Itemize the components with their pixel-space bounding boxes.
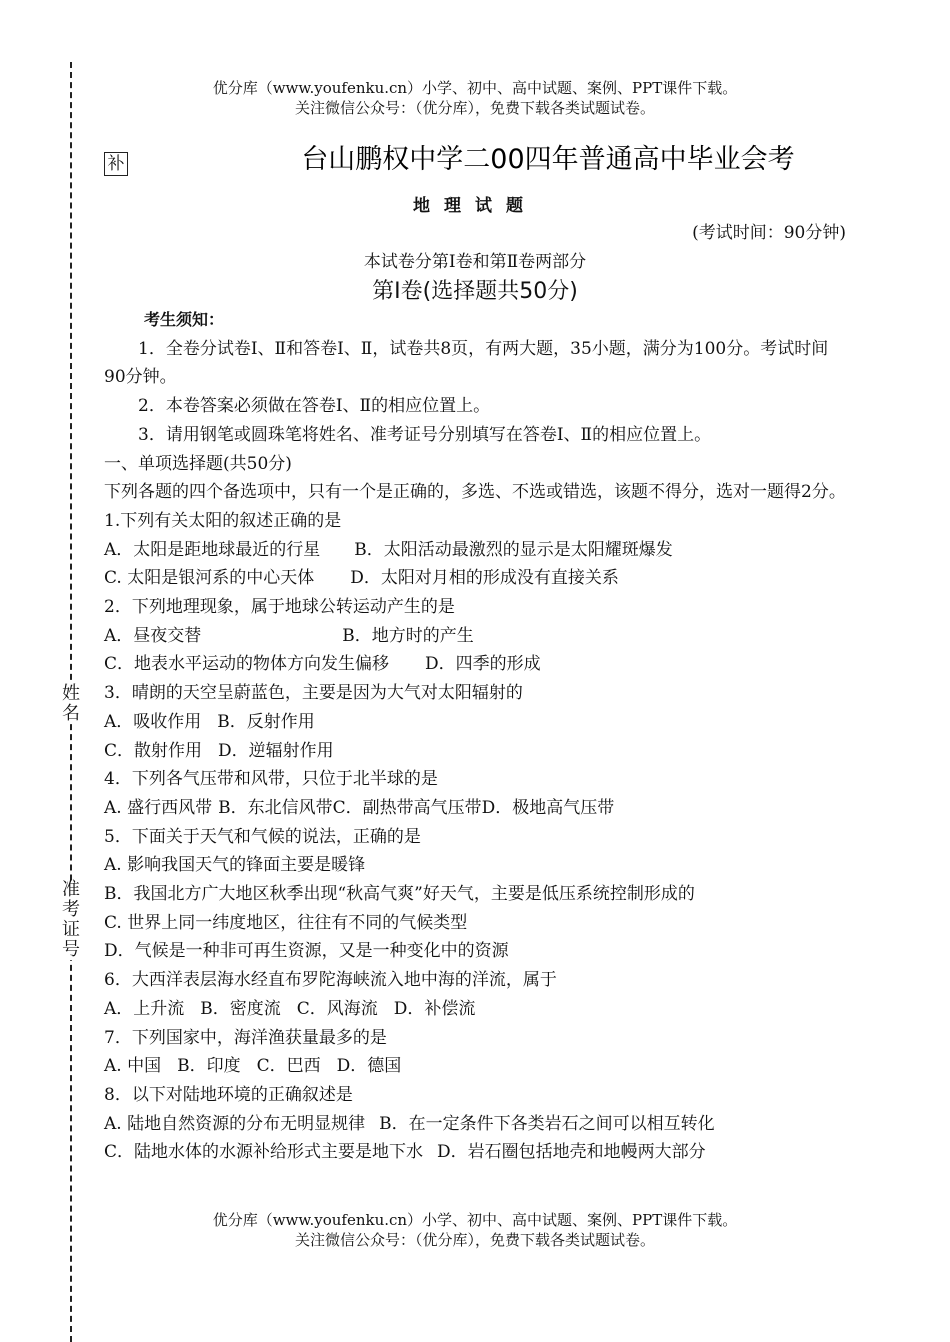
side-label-exam-id-text: 准 考 证 号	[62, 879, 80, 960]
notice-item: 1．全卷分试卷Ⅰ、Ⅱ和答卷Ⅰ、Ⅱ，试卷共8页，有两大题，35小题，满分为100分。考试时间90分钟。	[104, 338, 829, 388]
option: D．岩石圈包括地壳和地幔两大部分	[437, 1142, 706, 1163]
option: C．副热带高气压带	[332, 797, 482, 818]
side-label-name	[60, 684, 82, 724]
option: B．我国北方广大地区秋季出现“秋高气爽”好天气，主要是低压系统控制形成的	[104, 884, 695, 905]
option: D．四季的形成	[425, 654, 541, 675]
option: A．上升流	[104, 998, 185, 1019]
option: A. 影响我国天气的锋面主要是暖锋	[104, 855, 366, 876]
option-line	[104, 851, 846, 880]
option: B．在一定条件下各类岩石之间可以相互转化	[379, 1113, 715, 1134]
exam-content	[104, 306, 846, 1167]
option-line	[104, 536, 846, 565]
option-line	[104, 737, 846, 766]
option: B．密度流	[200, 998, 281, 1019]
option-line	[104, 1110, 846, 1139]
footer-banner-line2: 关注微信公众号：（优分库），免费下载各类试题试卷。	[294, 1231, 655, 1249]
option-line	[104, 909, 846, 938]
section-heading: 一、单项选择题(共50分)	[104, 453, 292, 474]
option-line	[104, 650, 846, 679]
option: B．东北信风带	[218, 797, 333, 818]
option-line	[104, 995, 846, 1024]
side-label-exam-id	[60, 880, 82, 960]
footer-banner	[0, 1210, 950, 1250]
option: A. 陆地自然资源的分布无明显规律	[104, 1113, 366, 1134]
header-banner-line2: 关注微信公众号：（优分库），免费下载各类试题试卷。	[294, 99, 655, 117]
option-line	[104, 1052, 846, 1081]
option: B．反射作用	[217, 711, 315, 732]
header-banner-line1: 优分库（www.youfenku.cn）小学、初中、高中试题、案例、PPT课件下载。	[212, 79, 738, 97]
option: D．太阳对月相的形成没有直接关系	[350, 568, 619, 589]
option: D．气候是一种非可再生资源，又是一种变化中的资源	[104, 941, 509, 962]
option: C. 太阳是银河系的中心天体	[104, 568, 315, 589]
exam-time: (考试时间：90分钟)	[692, 223, 846, 243]
notice-item: 2．本卷答案必须做在答卷Ⅰ、Ⅱ的相应位置上。	[138, 396, 491, 417]
question-stem: 2．下列地理现象，属于地球公转运动产生的是	[104, 597, 455, 618]
question-stem: 4．下列各气压带和风带，只位于北半球的是	[104, 769, 438, 790]
question-stem: 5．下面关于天气和气候的说法，正确的是	[104, 826, 421, 847]
option-line	[104, 708, 846, 737]
option-line	[104, 794, 846, 823]
option: C．巴西	[256, 1056, 321, 1077]
question-stem: 7．下列国家中，海洋渔获量最多的是	[104, 1027, 387, 1048]
option: C．散射作用	[104, 740, 203, 761]
header-banner	[0, 78, 950, 118]
section-instruction: 下列各题的四个备选项中，只有一个是正确的，多选、不选或错选，该题不得分，选对一题得2分。	[104, 482, 846, 503]
option: A．吸收作用	[104, 711, 202, 732]
question-stem: 1.下列有关太阳的叙述正确的是	[104, 510, 342, 531]
question-stem: 6．大西洋表层海水经直布罗陀海峡流入地中海的洋流，属于	[104, 970, 557, 991]
option: B．地方时的产生	[342, 625, 474, 646]
option: A．太阳是距地球最近的行星	[104, 539, 321, 560]
option: C．风海流	[296, 998, 378, 1019]
option-line	[104, 880, 846, 909]
option: A. 中国	[104, 1056, 162, 1077]
question-stem: 3．晴朗的天空呈蔚蓝色，主要是因为大气对太阳辐射的	[104, 683, 523, 704]
question-stem: 8．以下对陆地环境的正确叙述是	[104, 1084, 353, 1105]
option-line	[104, 937, 846, 966]
option: C．地表水平运动的物体方向发生偏移	[104, 654, 390, 675]
option: A. 盛行西风带	[104, 797, 213, 818]
option: A．昼夜交替	[104, 625, 202, 646]
paper-intro: 本试卷分第Ⅰ卷和第Ⅱ卷两部分	[363, 252, 587, 272]
bu-stamp-box: 补	[104, 152, 128, 176]
option: D．德国	[336, 1056, 402, 1077]
option-line	[104, 622, 846, 651]
footer-banner-line1: 优分库（www.youfenku.cn）小学、初中、高中试题、案例、PPT课件下载。	[212, 1211, 738, 1229]
option: D．极地高气压带	[481, 797, 615, 818]
option: D．逆辐射作用	[218, 740, 334, 761]
option: B．太阳活动最激烈的显示是太阳耀斑爆发	[354, 539, 673, 560]
page-title: 台山鹏权中学二00四年普通高中毕业会考	[301, 144, 795, 175]
notice-heading: 考生须知：	[144, 310, 225, 329]
option: D．补偿流	[393, 998, 476, 1019]
side-label-name-text: 姓 名	[62, 683, 80, 724]
option: C. 世界上同一纬度地区，往往有不同的气候类型	[104, 912, 468, 933]
option: C．陆地水体的水源补给形式主要是地下水	[104, 1142, 424, 1163]
notice-item: 3．请用钢笔或圆珠笔将姓名、准考证号分别填写在答卷Ⅰ、Ⅱ的相应位置上。	[138, 424, 712, 445]
option-line	[104, 1138, 846, 1167]
option: B．印度	[177, 1056, 241, 1077]
subject-title: 地理试题	[413, 196, 537, 216]
option-line	[104, 564, 846, 593]
part-one-title: 第Ⅰ卷(选择题共50分)	[372, 279, 578, 304]
